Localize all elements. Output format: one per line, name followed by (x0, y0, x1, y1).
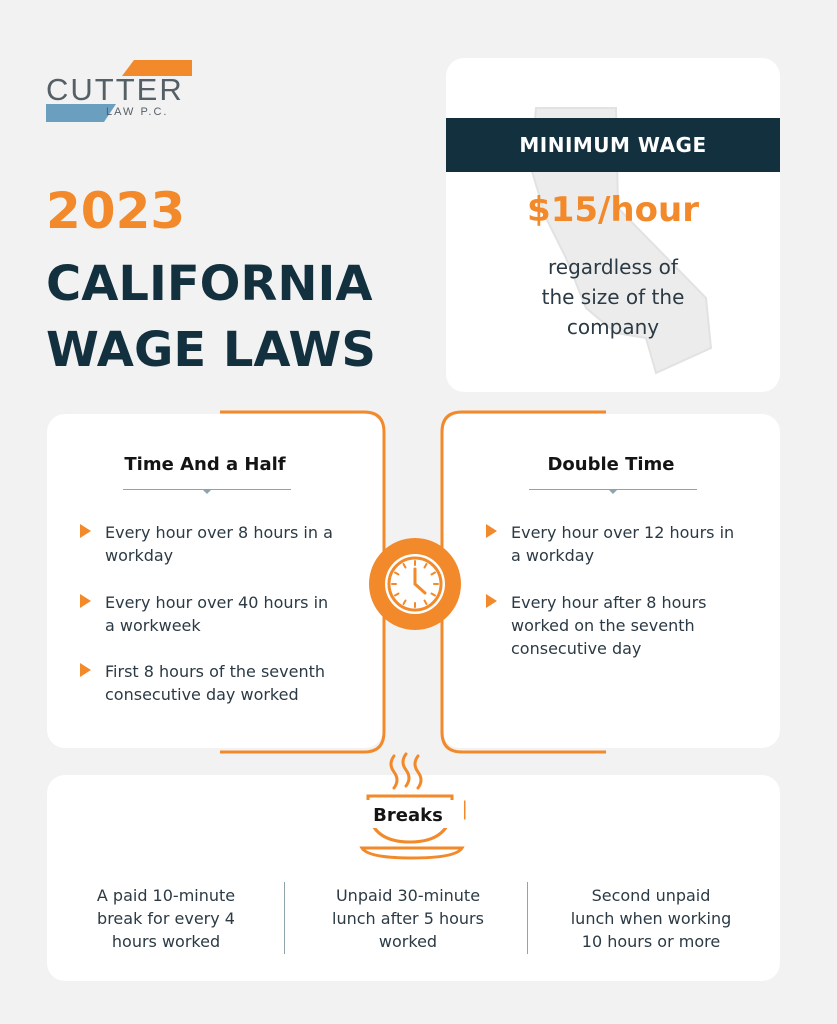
bullet-arrow-icon (80, 524, 91, 538)
bullet-arrow-icon (486, 524, 497, 538)
minimum-wage-label: MINIMUM WAGE (519, 133, 707, 157)
list-item: Every hour after 8 hours worked on the seventh consecutive day (511, 593, 707, 658)
note-line: company (566, 315, 660, 339)
company-logo (46, 58, 196, 128)
underline-pointer (203, 490, 211, 494)
note-line: regardless of (548, 255, 678, 279)
double-time-title: Double Time (547, 454, 675, 475)
clock-badge (369, 538, 461, 630)
break-item: A paid 10-minute break for every 4 hours worked (96, 886, 236, 951)
bullet-arrow-icon (486, 594, 497, 608)
title-year: 2023 (46, 182, 186, 240)
break-item: Unpaid 30-minute lunch after 5 hours worked (332, 886, 484, 951)
note-line: the size of the (541, 285, 685, 309)
list-item: Every hour over 40 hours in a workweek (105, 593, 329, 635)
time-and-a-half-title: Time And a Half (124, 454, 286, 475)
clock-icon (369, 538, 461, 630)
break-divider (527, 882, 528, 954)
minimum-wage-note (446, 252, 780, 342)
breaks-title: Breaks (373, 805, 443, 826)
underline-pointer (609, 490, 617, 494)
logo-name: CUTTER (46, 72, 184, 107)
break-divider (284, 882, 285, 954)
list-item: First 8 hours of the seventh consecutive day worked (105, 662, 325, 704)
logo-subtitle: LAW P.C. (106, 106, 169, 118)
bullet-arrow-icon (80, 663, 91, 677)
bullet-arrow-icon (80, 594, 91, 608)
title-line-2: WAGE LAWS (46, 322, 376, 378)
list-item: Every hour over 12 hours in a workday (511, 523, 735, 565)
break-item: Second unpaid lunch when working 10 hours or more (570, 886, 732, 951)
minimum-wage-amount: $15/hour (527, 190, 699, 230)
title-line-1: CALIFORNIA (46, 256, 373, 312)
list-item: Every hour over 8 hours in a workday (105, 523, 333, 565)
